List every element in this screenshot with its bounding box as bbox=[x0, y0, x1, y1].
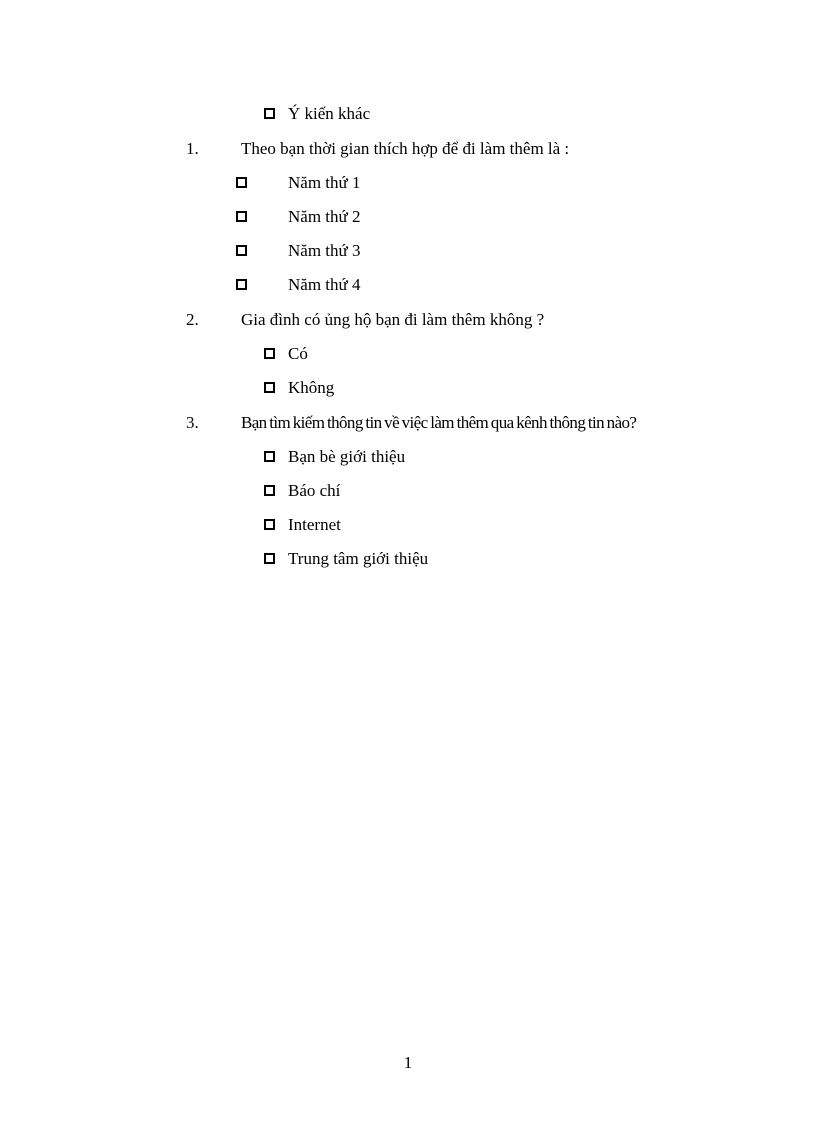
option-label: Không bbox=[288, 378, 335, 397]
checkbox[interactable] bbox=[264, 382, 275, 393]
option-label: Trung tâm giới thiệu bbox=[288, 549, 429, 568]
checkbox[interactable] bbox=[264, 108, 275, 119]
checkbox[interactable] bbox=[236, 211, 247, 222]
option-label: Bạn bè giới thiệu bbox=[288, 447, 406, 466]
checkbox[interactable] bbox=[236, 177, 247, 188]
option-label: Năm thứ 3 bbox=[288, 241, 361, 260]
option-label: Có bbox=[288, 344, 308, 363]
option-label: Năm thứ 2 bbox=[288, 207, 361, 226]
question-text: Gia đình có ủng hộ bạn đi làm thêm không ? bbox=[241, 310, 545, 329]
option-label: Năm thứ 1 bbox=[288, 173, 361, 192]
option-label: Báo chí bbox=[288, 481, 341, 500]
question-number: 3. bbox=[186, 413, 199, 432]
question-text: Bạn tìm kiếm thông tin về việc làm thêm qua kênh thông tin nào? bbox=[241, 413, 637, 432]
checkbox[interactable] bbox=[264, 451, 275, 462]
option-label: Internet bbox=[288, 515, 341, 534]
question-number: 1. bbox=[186, 139, 199, 158]
question-text: Theo bạn thời gian thích hợp để đi làm thêm là : bbox=[241, 139, 570, 158]
page-number: 1 bbox=[403, 1053, 413, 1072]
checkbox[interactable] bbox=[264, 553, 275, 564]
checkbox[interactable] bbox=[236, 279, 247, 290]
checkbox[interactable] bbox=[264, 348, 275, 359]
checkbox[interactable] bbox=[236, 245, 247, 256]
option-label: Năm thứ 4 bbox=[288, 275, 361, 294]
checkbox[interactable] bbox=[264, 519, 275, 530]
checkbox[interactable] bbox=[264, 485, 275, 496]
option-label: Ý kiến khác bbox=[288, 104, 371, 123]
question-number: 2. bbox=[186, 310, 199, 329]
